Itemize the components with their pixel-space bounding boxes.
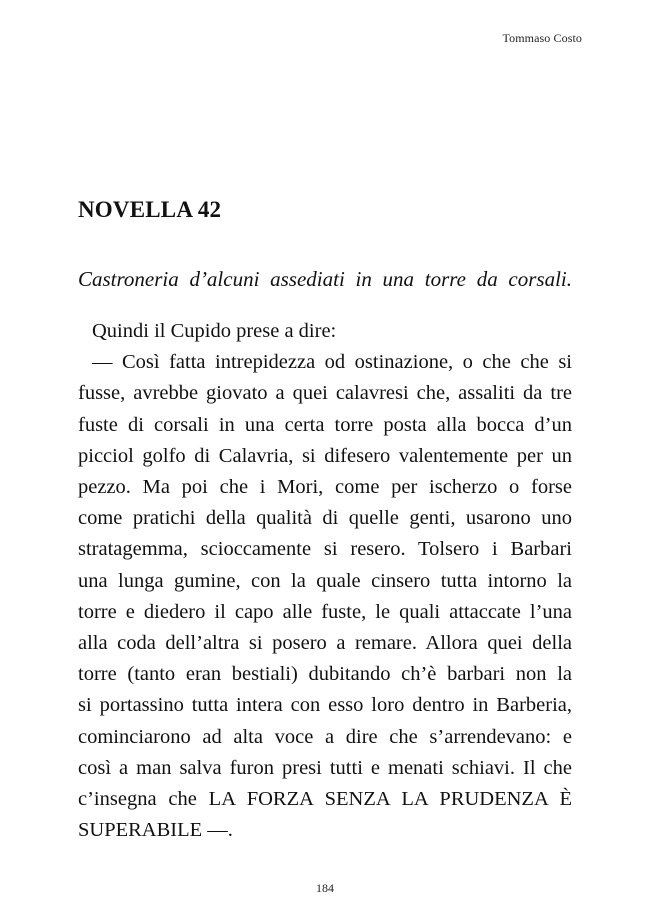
- body-line: torre (tanto eran bestiali) dubitando ch’è barbari non la: [78, 663, 572, 686]
- body-line: fuste di corsali in una certa torre posta alla bocca d’un: [78, 413, 572, 436]
- body-line: fusse, avrebbe giovato a quei calavresi che, assaliti da tre: [78, 382, 572, 405]
- running-header-author: Tommaso Costo: [502, 31, 582, 45]
- body-line: pezzo. Ma poi che i Mori, come per ischerzo o forse: [78, 476, 572, 499]
- body-line: come pratichi della qualità di quelle genti, usarono uno: [78, 507, 572, 530]
- body-line: stratagemma, scioccamente si resero. Tolsero i Barbari: [78, 538, 572, 561]
- body-line: picciol golfo di Calavria, si difesero valentemente per un: [78, 444, 572, 467]
- body-line: così a man salva furon presi tutti e menati schiavi. Il che: [78, 756, 572, 779]
- body-line: SUPERABILE —.: [78, 819, 233, 842]
- novella-title: NOVELLA 42: [78, 197, 222, 222]
- body-line: c’insegna che LA FORZA SENZA LA PRUDENZA È: [78, 788, 572, 811]
- page-number: 184: [316, 881, 334, 895]
- body-line: torre e diedero il capo alle fuste, le quali attaccate l’una: [78, 600, 572, 623]
- novella-subtitle: Castroneria d’alcuni assediati in una torre da corsali.: [78, 267, 572, 291]
- body-line: Quindi il Cupido prese a dire:: [92, 320, 337, 342]
- body-line: cominciarono ad alta voce a dire che s’arrendevano: e: [78, 725, 572, 748]
- body-line: si portassino tutta intera con esso loro dentro in Barberia,: [78, 694, 572, 717]
- body-line: una lunga gumine, con la quale cinsero tutta intorno la: [78, 569, 572, 592]
- body-line: — Così fatta intrepidezza od ostinazione, o che che si: [92, 351, 572, 374]
- novella-body: [78, 316, 572, 846]
- body-line: alla coda dell’altra si posero a remare. Allora quei della: [78, 632, 572, 655]
